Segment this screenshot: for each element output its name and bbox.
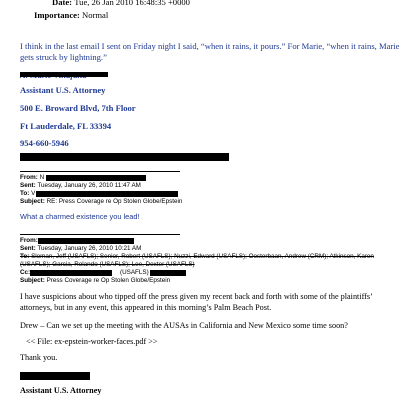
body2-paragraph-1-line-2: attorneys, but in any event, this appeared in this morning’s Palm Beach Post. xyxy=(20,303,272,312)
signature-address-2: Ft Lauderdale, FL 33394 xyxy=(20,121,112,131)
email2-cc-label: Cc: xyxy=(20,269,31,276)
separator-line xyxy=(20,171,180,172)
email2-sent-label: Sent: xyxy=(20,245,36,252)
redaction-bar xyxy=(38,238,134,244)
importance-line xyxy=(34,10,108,20)
thanks-text: Thank you. xyxy=(20,353,58,362)
email2-subject-label: Subject: xyxy=(20,277,45,284)
attachment-link[interactable]: << File: ex-epstein-worker-faces.pdf >> xyxy=(26,337,158,346)
email1-sent-label: Sent: xyxy=(20,182,36,189)
email1-from-value: N xyxy=(39,174,45,181)
redaction-bar xyxy=(46,175,146,181)
importance-value: Normal xyxy=(81,10,109,20)
email2-subject xyxy=(20,277,170,284)
email1-sent xyxy=(20,182,141,189)
email2-subject-value: Press Coverage re Op Stolen Globe/Epstein xyxy=(46,277,171,284)
email1-subject-label: Subject: xyxy=(20,198,45,205)
signature-phone: 954-660-5946 xyxy=(20,138,69,148)
redaction-bar xyxy=(20,153,229,161)
importance-label: Importance: xyxy=(34,10,80,20)
body2-paragraph-2: Drew – Can we set up the meeting with the AUSAs in California and New Mexico some time soon? xyxy=(20,321,348,330)
email2-sent xyxy=(20,245,141,252)
email2-from xyxy=(20,237,38,244)
email2-cc xyxy=(20,269,30,276)
closing-title: Assistant U.S. Attorney xyxy=(20,386,102,395)
email1-to xyxy=(20,190,35,197)
email2-to-line-2: (USAFLS); Garcia, Rolando (USAFLS); Lee, Dexter (USAFLS) xyxy=(20,261,195,268)
signature-title: Assistant U.S. Attorney xyxy=(20,85,106,95)
redaction-bar xyxy=(20,72,108,77)
signature-address-1: 500 E. Broward Blvd, 7th Floor xyxy=(20,103,136,113)
date-line xyxy=(52,0,190,7)
redaction-bar xyxy=(36,191,178,197)
redaction-bar xyxy=(30,270,112,276)
email2-to-line-1 xyxy=(20,253,374,260)
email1-subject xyxy=(20,198,182,205)
redaction-bar xyxy=(20,372,90,380)
email1-to-value: V xyxy=(31,190,36,197)
email1-from xyxy=(20,174,44,181)
email2-to-value-1: Sloman, Jeff (USAFLS); Senior, Robert (USAFLS); Nuzzi, Edward (USAFLS); Oosterbaan, Andrew (CRM); Atkinson, Karen xyxy=(31,253,374,260)
email2-to-label: To: xyxy=(20,253,30,260)
email1-sent-value: Tuesday, January 26, 2010 11:47 AM xyxy=(37,182,141,189)
email2-from-label: From: xyxy=(20,237,38,244)
date-label: Date: xyxy=(52,0,73,7)
redaction-bar xyxy=(150,270,186,276)
email2-sent-value: Tuesday, January 26, 2010 10:21 AM xyxy=(37,245,142,252)
email1-subject-value: RE: Press Coverage re Op Stolen Globe/Epstein xyxy=(46,198,183,205)
date-value: Tue, 26 Jan 2010 16:48:35 +0000 xyxy=(74,0,190,7)
message-line-2: gets struck by lightning.” xyxy=(20,52,107,62)
separator-line xyxy=(20,234,180,235)
email1-from-label: From: xyxy=(20,174,38,181)
email1-to-label: To: xyxy=(20,190,30,197)
email2-cc-value: (USAFLS) xyxy=(120,269,149,276)
message-line-1: I think in the last email I sent on Friday night I said, “when it rains, it pours.” For Marie, “when it rains, Marie xyxy=(20,41,400,51)
body2-paragraph-1-line-1: I have suspicions about who tipped off the press given my recent back and forth with some of the plaintiffs’ xyxy=(20,292,373,301)
email1-body: What a charmed existence you lead! xyxy=(20,212,140,221)
